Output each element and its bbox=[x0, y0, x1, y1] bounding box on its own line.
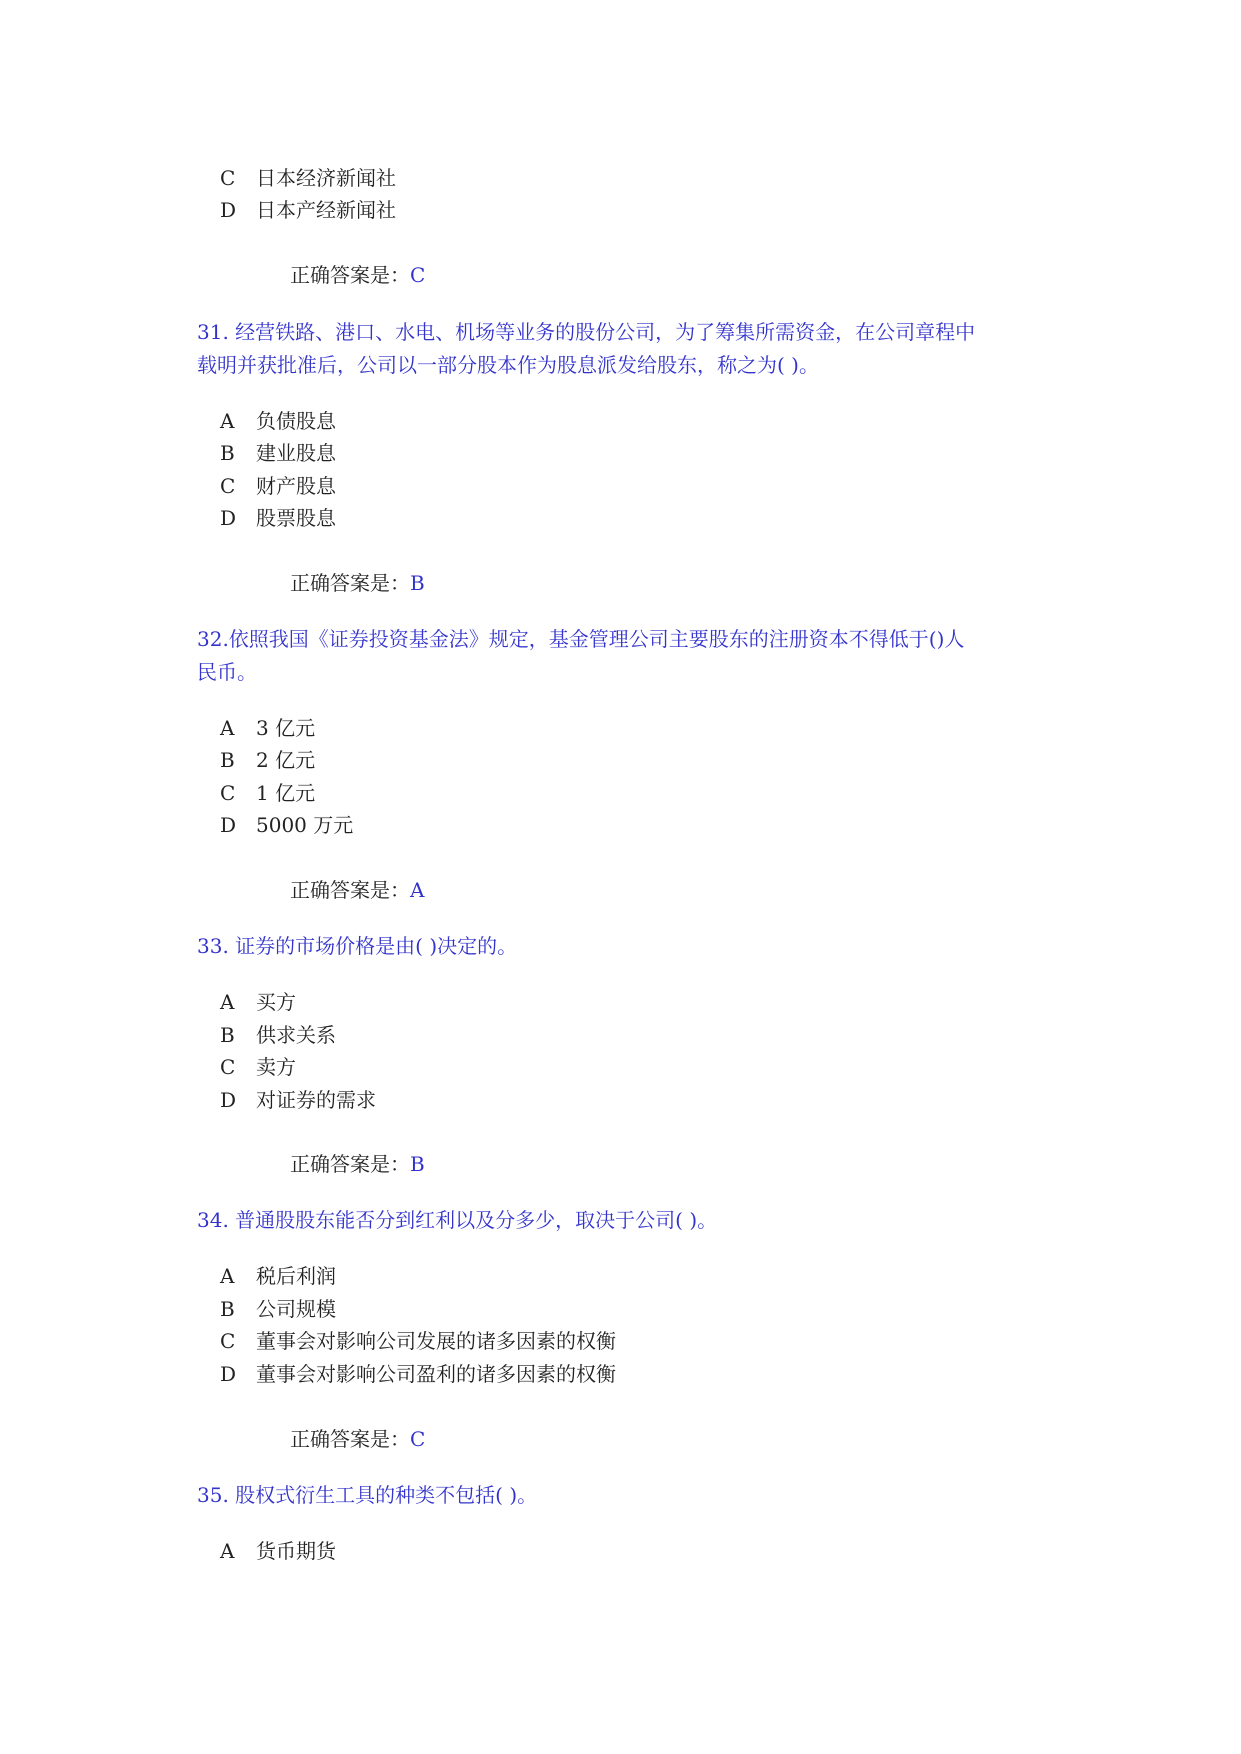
option-letter: B bbox=[220, 748, 235, 772]
option-33-b bbox=[220, 1023, 336, 1047]
option-text: 董事会对影响公司发展的诸多因素的权衡 bbox=[256, 1329, 616, 1353]
answer-32 bbox=[290, 878, 424, 902]
question-32-line-1: 32.依照我国《证券投资基金法》规定，基金管理公司主要股东的注册资本不得低于()人 bbox=[197, 627, 965, 651]
option-34-b bbox=[220, 1297, 336, 1321]
option-text: 股票股息 bbox=[256, 506, 336, 530]
option-text: 公司规模 bbox=[256, 1297, 336, 1321]
option-letter: C bbox=[220, 1329, 236, 1353]
option-32-d bbox=[220, 813, 353, 837]
answer-value: C bbox=[410, 263, 426, 287]
option-letter: D bbox=[220, 1362, 237, 1386]
option-letter: C bbox=[220, 1055, 236, 1079]
option-31-a bbox=[220, 409, 336, 433]
answer-label: 正确答案是： bbox=[290, 263, 410, 287]
option-text: 财产股息 bbox=[256, 474, 336, 498]
option-letter: D bbox=[220, 813, 237, 837]
option-text: 货币期货 bbox=[256, 1539, 336, 1563]
question-32-line-2: 民币。 bbox=[197, 660, 257, 684]
option-letter: D bbox=[220, 198, 237, 222]
question-35-line-1: 35. 股权式衍生工具的种类不包括( )。 bbox=[197, 1483, 538, 1507]
answer-label: 正确答案是： bbox=[290, 1152, 410, 1176]
option-31-c bbox=[220, 474, 336, 498]
option-letter: B bbox=[220, 1023, 235, 1047]
answer-label: 正确答案是： bbox=[290, 1427, 410, 1451]
option-letter: A bbox=[220, 1539, 235, 1563]
option-letter: A bbox=[220, 990, 235, 1014]
option-letter: D bbox=[220, 506, 237, 530]
option-text: 5000 万元 bbox=[256, 813, 354, 837]
option-31-b bbox=[220, 441, 336, 465]
option-text: 供求关系 bbox=[256, 1023, 336, 1047]
answer-label: 正确答案是： bbox=[290, 571, 410, 595]
option-31-d bbox=[220, 506, 336, 530]
option-prev-c bbox=[220, 166, 396, 190]
option-letter: B bbox=[220, 1297, 235, 1321]
option-32-c bbox=[220, 781, 315, 805]
option-32-b bbox=[220, 748, 315, 772]
option-text: 对证券的需求 bbox=[256, 1088, 376, 1112]
answer-value: C bbox=[410, 1427, 426, 1451]
option-text: 日本经济新闻社 bbox=[256, 166, 396, 190]
option-letter: D bbox=[220, 1088, 237, 1112]
option-letter: C bbox=[220, 166, 236, 190]
question-33-line-1: 33. 证券的市场价格是由( )决定的。 bbox=[197, 934, 518, 958]
option-text: 董事会对影响公司盈利的诸多因素的权衡 bbox=[256, 1362, 616, 1386]
answer-value: A bbox=[410, 878, 425, 902]
option-text: 建业股息 bbox=[256, 441, 336, 465]
answer-33 bbox=[290, 1152, 425, 1176]
answer-value: B bbox=[410, 571, 425, 595]
option-letter: A bbox=[220, 1264, 235, 1288]
option-34-a bbox=[220, 1264, 336, 1288]
answer-34 bbox=[290, 1427, 425, 1451]
question-34-line-1: 34. 普通股股东能否分到红利以及分多少，取决于公司( )。 bbox=[197, 1208, 718, 1232]
option-32-a bbox=[220, 716, 315, 740]
option-text: 税后利润 bbox=[256, 1264, 336, 1288]
question-31-line-1: 31. 经营铁路、港口、水电、机场等业务的股份公司，为了筹集所需资金，在公司章程中 bbox=[197, 320, 976, 344]
option-33-c bbox=[220, 1055, 296, 1079]
option-33-a bbox=[220, 990, 296, 1014]
option-33-d bbox=[220, 1088, 376, 1112]
option-letter: C bbox=[220, 474, 236, 498]
option-text: 买方 bbox=[256, 990, 296, 1014]
option-34-d bbox=[220, 1362, 616, 1386]
option-text: 3 亿元 bbox=[256, 716, 316, 740]
question-31-line-2: 载明并获批准后，公司以一部分股本作为股息派发给股东，称之为( )。 bbox=[197, 353, 819, 377]
option-text: 负债股息 bbox=[256, 409, 336, 433]
option-text: 2 亿元 bbox=[256, 748, 316, 772]
option-letter: C bbox=[220, 781, 236, 805]
answer-prev bbox=[290, 263, 425, 287]
option-34-c bbox=[220, 1329, 616, 1353]
option-prev-d bbox=[220, 198, 396, 222]
option-letter: B bbox=[220, 441, 235, 465]
answer-31 bbox=[290, 571, 425, 595]
option-35-a bbox=[220, 1539, 336, 1563]
answer-label: 正确答案是： bbox=[290, 878, 410, 902]
option-text: 日本产经新闻社 bbox=[256, 198, 396, 222]
answer-value: B bbox=[410, 1152, 425, 1176]
option-text: 1 亿元 bbox=[256, 781, 316, 805]
option-letter: A bbox=[220, 716, 235, 740]
option-letter: A bbox=[220, 409, 235, 433]
option-text: 卖方 bbox=[256, 1055, 296, 1079]
